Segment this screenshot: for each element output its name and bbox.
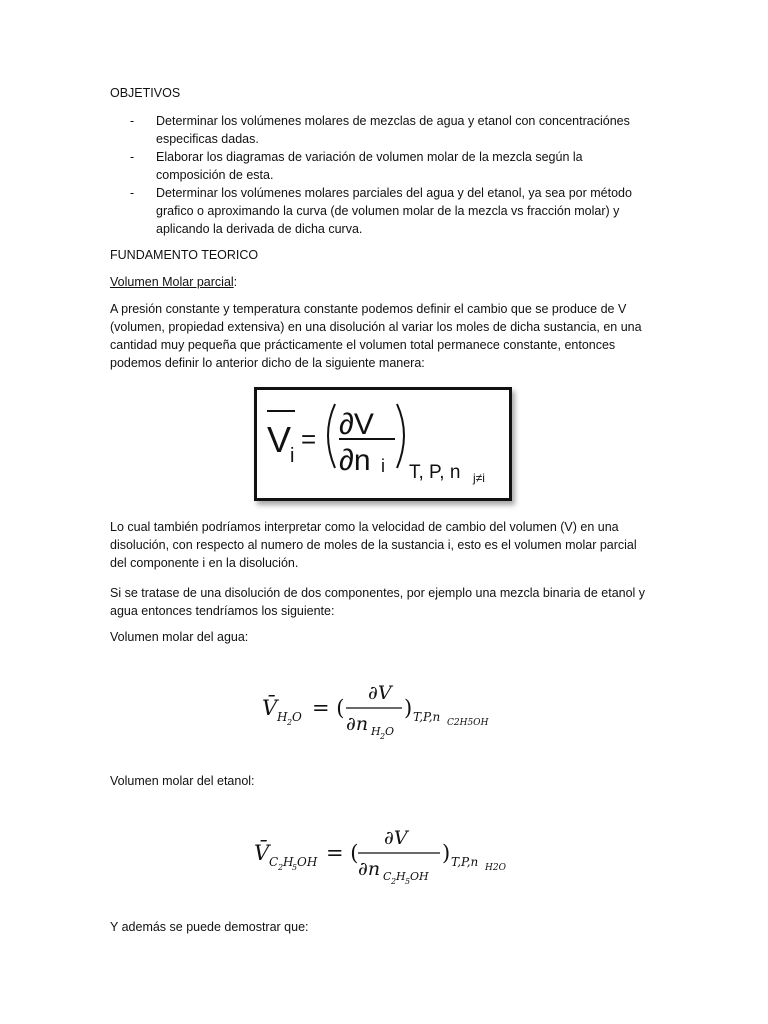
eq-etanol-lhs: V̄ xyxy=(254,841,270,865)
eq-agua-equals: = ( xyxy=(312,696,345,720)
list-bullet: - xyxy=(130,186,135,200)
formula-denominator-sub: i xyxy=(381,456,385,476)
list-item xyxy=(110,184,650,238)
eq-agua-den-sub2: 2 xyxy=(380,732,386,741)
eq-etanol-den-sub5: OH xyxy=(410,870,429,883)
list-item xyxy=(110,148,650,184)
right-paren xyxy=(397,404,404,468)
eq-etanol-den-sub: C xyxy=(383,870,392,883)
eq-etanol-lhs-sub: C xyxy=(269,855,279,869)
formula-box-svg xyxy=(257,390,509,498)
eq-agua-lhs-sub3: O xyxy=(292,710,302,724)
subheading-colon: : xyxy=(233,275,238,289)
eq-agua-numerator: ∂V xyxy=(368,682,392,704)
label-agua: Volumen molar del agua: xyxy=(110,630,249,644)
subheading-title: Volumen Molar parcial xyxy=(110,275,234,289)
left-paren xyxy=(328,404,335,468)
equation-agua xyxy=(262,675,532,745)
eq-agua-denominator: ∂n xyxy=(346,713,369,735)
label-etanol: Volumen molar del etanol: xyxy=(110,774,255,788)
eq-etanol-den-sub3: H xyxy=(396,870,406,883)
paragraph-binary: Si se tratase de una disolución de dos componentes, por ejemplo una mezcla binaria de etanol y agua entonces tendríamos los siguiente: xyxy=(110,586,646,618)
formula-lhs-sub: i xyxy=(290,445,295,467)
list-bullet: - xyxy=(130,114,135,128)
eq-etanol-close: ) xyxy=(442,841,451,865)
eq-etanol-cond: T,P,n xyxy=(451,855,479,869)
list-item-text: Determinar los volúmenes molares de mezclas de agua y etanol con concentraciónes especificas dadas. xyxy=(156,114,630,146)
eq-etanol-den-sub2: 2 xyxy=(391,877,397,886)
subheading xyxy=(110,273,650,291)
eq-etanol-lhs-sub4: 5 xyxy=(292,863,298,872)
list-item-text: Determinar los volúmenes molares parciales del agua y del etanol, ya sea por método grafico o aproximando la curva (de volumen molar de la mezcla vs fracción molar) y aplicando la derivada de dicha curva. xyxy=(156,186,632,236)
formula-conditions-sub: j≠i xyxy=(473,471,485,485)
list-item xyxy=(110,112,650,148)
eq-etanol-numerator: ∂V xyxy=(384,827,408,849)
eq-agua-lhs-sub2: 2 xyxy=(287,718,293,727)
eq-etanol-lhs-sub3: H xyxy=(283,855,294,869)
eq-agua-cond-sub: C2H5OH xyxy=(447,718,489,728)
formula-equals: = xyxy=(301,424,317,454)
list-item-text: Elaborar los diagramas de variación de volumen molar de la mezcla según la composición de esta. xyxy=(156,150,583,182)
objetivos-list xyxy=(110,112,650,238)
formula-numerator: ∂V xyxy=(339,408,374,441)
eq-etanol-denominator: ∂n xyxy=(358,858,381,880)
closing-line: Y además se puede demostrar que: xyxy=(110,920,309,934)
eq-etanol-lhs-sub2: 2 xyxy=(278,863,284,872)
eq-agua-close: ) xyxy=(404,696,413,720)
formula-lhs: V xyxy=(267,419,292,460)
fundamento-heading: FUNDAMENTO TEORICO xyxy=(110,248,259,262)
paragraph-definition: A presión constante y temperatura constante podemos definir el cambio que se produce de V (volumen, propiedad extensiva) en una disolución al variar los moles de dicha sustancia, en una cantidad muy pequeña que prácticamente el volumen total permanece constante, entonces podemos definir lo anterior dicho de la siguiente manera: xyxy=(110,302,642,370)
eq-agua-den-sub3: O xyxy=(385,725,395,738)
eq-etanol-lhs-sub5: OH xyxy=(297,855,318,869)
objetivos-heading: OBJETIVOS xyxy=(110,86,181,100)
eq-etanol-equals: = ( xyxy=(326,841,359,865)
formula-conditions: T, P, n xyxy=(409,462,461,483)
paragraph-interpretation: Lo cual también podríamos interpretar como la velocidad de cambio del volumen (V) en una disolución, con respecto al numero de moles de la sustancia i, esto es el volumen molar parcial del componente i en la disolución. xyxy=(110,520,637,570)
formula-box xyxy=(254,387,512,501)
formula-denominator: ∂n xyxy=(339,444,371,477)
eq-agua-cond: T,P,n xyxy=(413,710,441,724)
eq-etanol-den-sub4: 5 xyxy=(405,877,411,886)
eq-agua-lhs: V̄ xyxy=(262,696,278,720)
eq-agua-lhs-sub: H xyxy=(277,710,288,724)
list-bullet: - xyxy=(130,150,135,164)
eq-agua-den-sub: H xyxy=(371,725,381,738)
equation-etanol xyxy=(254,820,534,890)
eq-etanol-cond-sub: H2O xyxy=(485,863,506,873)
